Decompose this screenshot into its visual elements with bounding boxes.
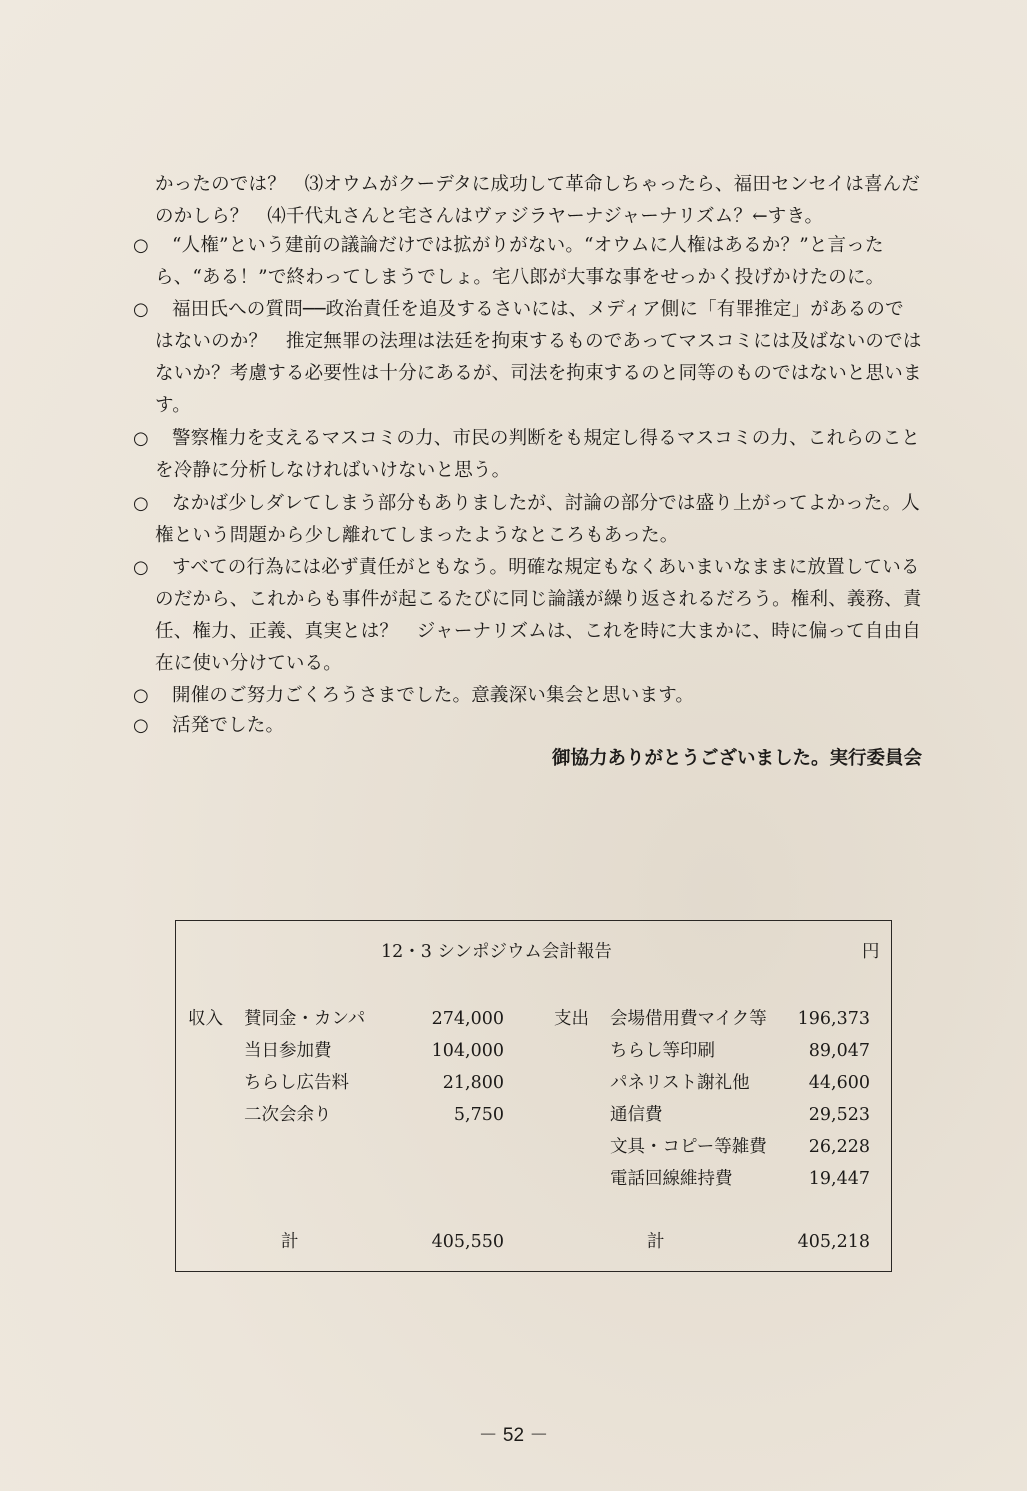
- body-line: 開催のご努力ごくろうさまでした。意義深い集会と思います。: [172, 685, 695, 706]
- income-amount: 5,750: [453, 1105, 504, 1125]
- body-line: のだから、これからも事件が起こるたびに同じ論議が繰り返されるだろう。権利、義務、責: [155, 589, 922, 610]
- body-line: ないか？考慮する必要性は十分にあるが、司法を拘束するのと同等のものではないと思いま: [155, 363, 922, 384]
- bullet-circle: ○: [133, 715, 149, 736]
- expense-total: 405,218: [797, 1232, 870, 1252]
- expense-amount: 44,600: [808, 1073, 870, 1093]
- body-line: 任、権力、正義、真実とは？ ジャーナリズムは、これを時に大まかに、時に偏って自由自: [155, 621, 921, 642]
- body-line: 活発でした。: [172, 715, 285, 736]
- body-line: 福田氏への質問──政治責任を追及するさいには、メディア側に「有罪推定」があるので: [172, 299, 904, 320]
- report-title: 12・3 シンポジウム会計報告: [381, 942, 612, 962]
- body-line: なかば少しダレてしまう部分もありましたが、討論の部分では盛り上がってよかった。人: [172, 493, 921, 514]
- income-total: 405,550: [431, 1232, 504, 1252]
- income-amount: 21,800: [442, 1073, 504, 1093]
- bullet-circle: ○: [133, 299, 149, 320]
- bullet-circle: ○: [133, 557, 149, 578]
- body-line: のかしら？ ⑷千代丸さんと宅さんはヴァジラヤーナジャーナリズム？←すき。: [155, 206, 824, 227]
- body-line: ら、“ある！”で終わってしまうでしょ。宅八郎が大事な事をせっかく投げかけたのに。: [155, 267, 885, 288]
- bullet-circle: ○: [133, 428, 149, 449]
- expense-item: パネリスト謝礼他: [610, 1073, 750, 1093]
- income-item: ちらし広告料: [244, 1073, 349, 1093]
- body-line: 在に使い分けている。: [155, 653, 343, 674]
- bullet-circle: ○: [133, 493, 149, 514]
- expense-label: 支出: [554, 1009, 589, 1029]
- body-line: かったのでは？ ⑶オウムがクーデタに成功して革命しちゃったら、福田センセイは喜んだ: [155, 174, 921, 195]
- expense-amount: 196,373: [797, 1009, 870, 1029]
- body-line: す。: [155, 395, 191, 416]
- bullet-circle: ○: [133, 685, 149, 706]
- body-line: 警察権力を支えるマスコミの力、市民の判断をも規定し得るマスコミの力、これらのこと: [172, 428, 921, 449]
- expense-amount: 29,523: [808, 1105, 870, 1125]
- body-line: を冷静に分析しなければいけないと思う。: [155, 460, 511, 481]
- income-amount: 104,000: [431, 1041, 504, 1061]
- expense-amount: 89,047: [808, 1041, 870, 1061]
- thanks-signature: 御協力ありがとうございました。実行委員会: [551, 748, 922, 769]
- income-label: 収入: [188, 1009, 223, 1029]
- expense-amount: 26,228: [808, 1137, 870, 1157]
- income-amount: 274,000: [431, 1009, 504, 1029]
- report-unit: 円: [862, 942, 880, 962]
- expense-item: 通信費: [610, 1105, 663, 1125]
- income-item: 賛同金・カンパ: [244, 1009, 366, 1029]
- body-line: はないのか？ 推定無罪の法理は法廷を拘束するものであってマスコミには及ばないのでは: [155, 331, 922, 352]
- expense-item: 電話回線維持費: [610, 1169, 733, 1189]
- expense-total-label: 計: [647, 1232, 665, 1252]
- expense-item: 文具・コピー等雑費: [610, 1137, 767, 1157]
- income-item: 当日参加費: [244, 1041, 332, 1061]
- page-number: － 52 －: [478, 1425, 549, 1446]
- income-total-label: 計: [281, 1232, 299, 1252]
- accounting-report-box: [175, 920, 892, 1272]
- income-item: 二次会余り: [244, 1105, 332, 1125]
- body-line: 権という問題から少し離れてしまったようなところもあった。: [155, 525, 679, 546]
- bullet-circle: ○: [133, 235, 149, 256]
- body-line: “人権”という建前の議論だけでは拡がりがない。“オウムに人権はあるか？”と言った: [172, 235, 884, 256]
- body-line: すべての行為には必ず責任がともなう。明確な規定もなくあいまいなままに放置している: [172, 557, 920, 578]
- expense-amount: 19,447: [808, 1169, 870, 1189]
- expense-item: ちらし等印刷: [610, 1041, 715, 1061]
- expense-item: 会場借用費マイク等: [610, 1009, 767, 1029]
